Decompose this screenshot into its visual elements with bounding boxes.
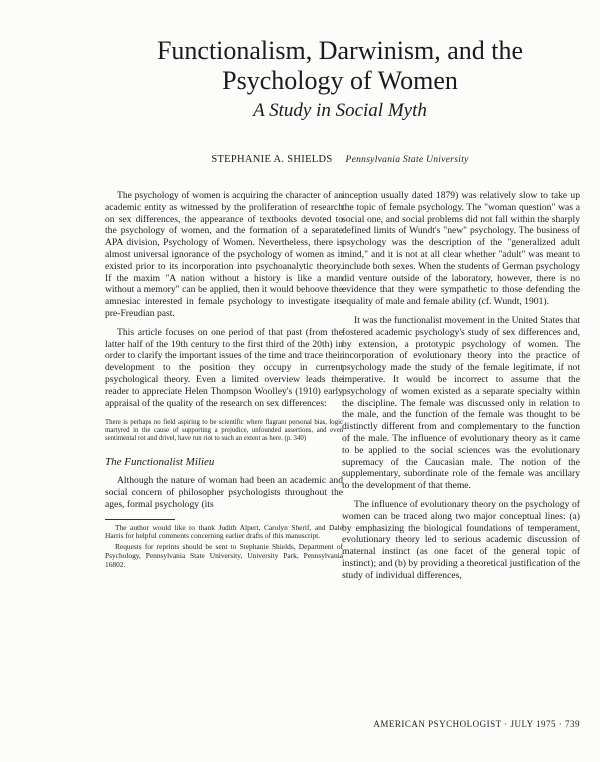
left-column (105, 190, 343, 570)
section-heading: The Functionalist Milieu (105, 456, 215, 469)
footnote-rule (105, 519, 175, 520)
author-notes (105, 524, 343, 570)
author-name: STEPHANIE A. SHIELDS (211, 154, 333, 165)
article-title (120, 36, 560, 96)
author-affiliation: Pennsylvania State University (345, 155, 469, 165)
byline (120, 154, 560, 165)
right-column (342, 190, 580, 582)
paragraph: inception usually dated 1879) was relatively slow to take up the topic of female psychology. The "woman question" was a social one, and social problems did not fall within the sharply defined limits of Wundt's "new" psychology. The business of psychology was the description of the "generalized adult mind," and it is not at all clear whether "adult" was meant to include both sexes. When the students of German psychology did venture outside of the laboratory, however, there is no evidence that they were sympathetic to those defending the equality of male and female ability (cf. Wundt, 1901). (342, 190, 580, 308)
paragraph: It was the functionalist movement in the United States that fostered academic psychology's study of sex differences and, by extension, a prototypic psychology of women. The incorporation of evolutionary theory into the practice of psychology made the study of the female legitimate, if not imperative. It would be incorrect to assume that the psychology of women existed as a separate specialty within the discipline. The female was discussed only in relation to the male, and the function of the female was thought to be distinctly different from and complementary to the function of the male. The influence of evolutionary theory as it came to be applied to the social sciences was the evolutionary supremacy of the Caucasian male. The notion of the supplementary, subordinate role of the female was ancillary to the development of that theme. (342, 314, 580, 492)
title-line-2: Psychology of Women (222, 66, 458, 95)
paragraph: This article focuses on one period of that past (from the latter half of the 19th century to the first third of the 20th) in order to clarify the important issues of the time and trace their development to the position they occupy in current psychological theory. Even a limited overview leads the reader to appreciate Helen Thompson Woolley's (1910) early appraisal of the quality of the research on sex differences: (105, 326, 343, 409)
page-footer: AMERICAN PSYCHOLOGIST · JULY 1975 · 739 (373, 719, 580, 729)
paragraph: The influence of evolutionary theory on the psychology of women can be traced along two major conceptual lines: (a) by emphasizing the biological foundations of temperament, evolutionary theory led to serious academic discussion of maternal instinct (as one facet of the general topic of instinct); and (b) by providing a theoretical justification of the study of individual differences, (342, 498, 580, 581)
paragraph: Although the nature of woman had been an academic and social concern of philosopher psychologists throughout the ages, formal psychology (its (105, 475, 343, 510)
acknowledgment-note: The author would like to thank Judith Alpert, Carolyn Sherif, and Dale Harris for helpful comments concerning earlier drafts of this manuscript. (105, 522, 343, 541)
block-quote: There is perhaps no field aspiring to be scientific where flagrant personal bias, logic martyred in the cause of supporting a prejudice, unfounded assertions, and even sentimental rot and drivel, have run riot to such an extent as here. (p. 340) (105, 419, 343, 443)
paragraph: The psychology of women is acquiring the character of an academic entity as witnessed by the proliferation of research on sex differences, the appearance of textbooks devoted to the psychology of women, and the formation of a separate APA division, Psychology of Women. Nevertheless, there is almost universal ignorance of the psychology of women as it existed prior to its incorporation into psychoanalytic theory. If the maxim "A nation without a history is like a man without a memory" can be applied, then it would behoove the amnesiac interested in female psychology to investigate its pre-Freudian past. (105, 190, 343, 319)
title-line-1: Functionalism, Darwinism, and the (156, 36, 524, 65)
article-subtitle: A Study in Social Myth (253, 100, 427, 121)
reprint-note: Requests for reprints should be sent to Stephanie Shields, Department of Psychology, Pennsylvania State University, University Park, Pennsylvania 16802. (105, 542, 343, 569)
